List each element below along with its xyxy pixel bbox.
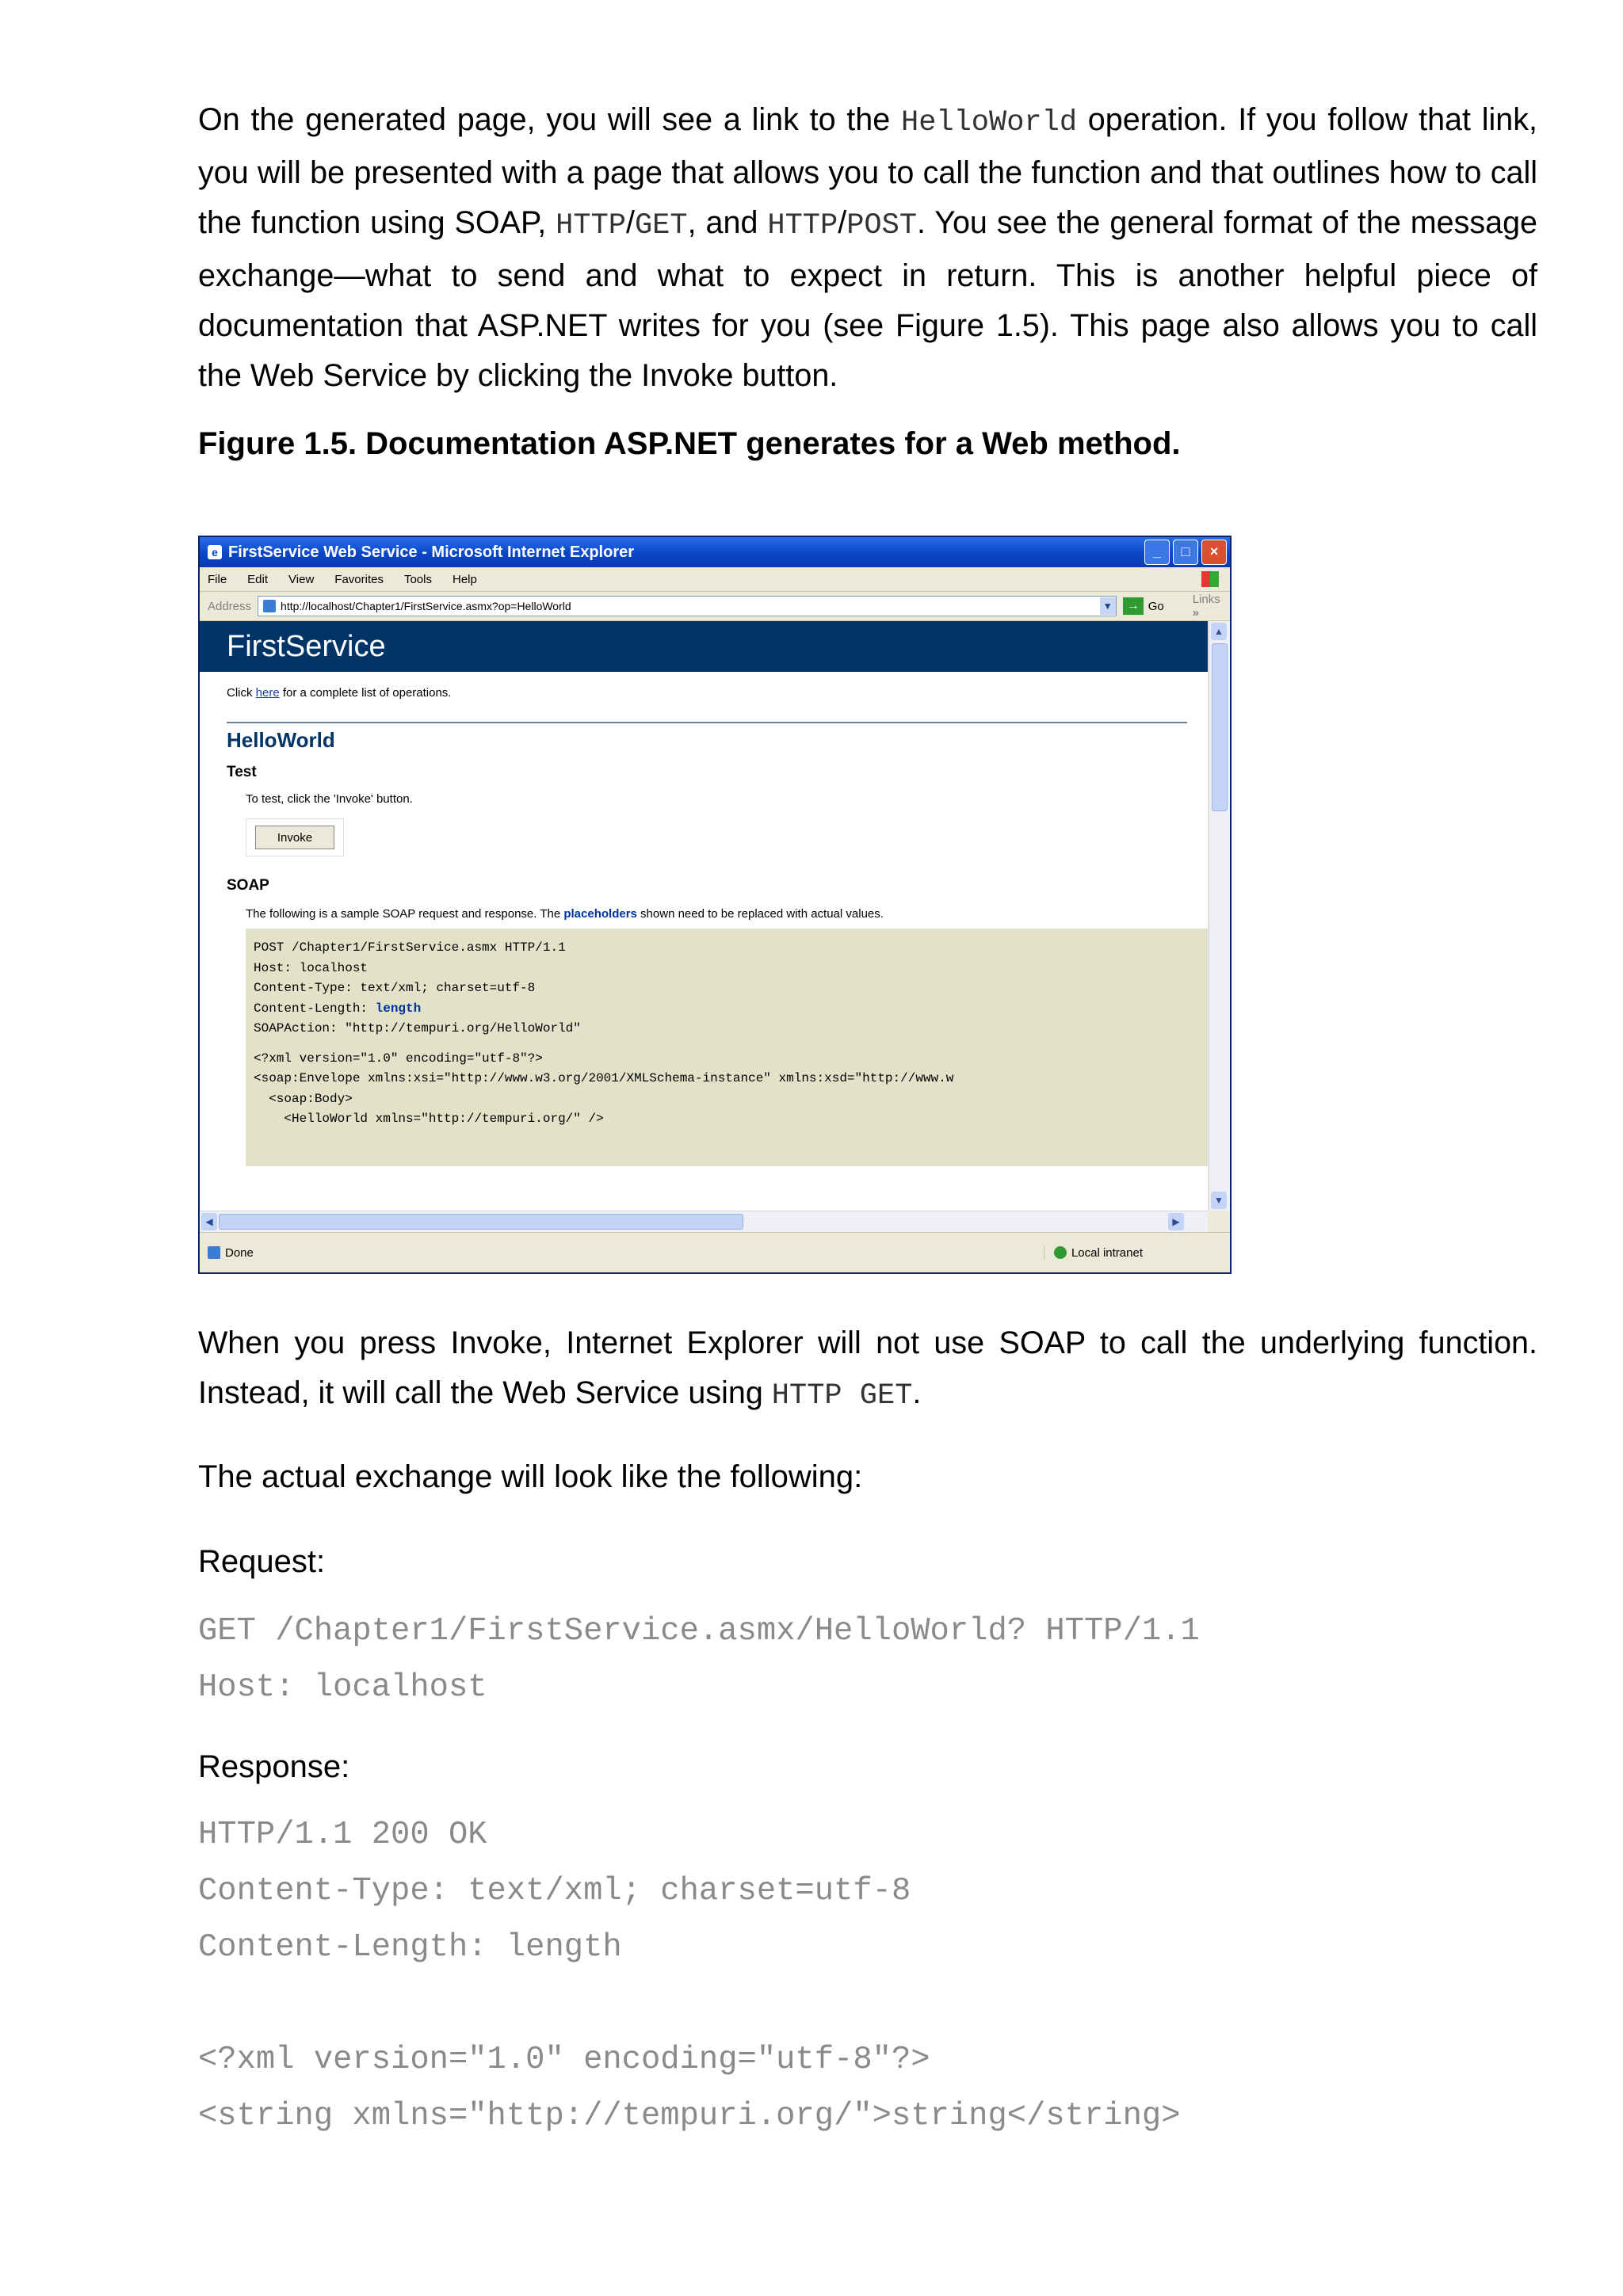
ie-app-icon: e [208, 545, 222, 559]
intro-slash-2: / [838, 205, 847, 240]
service-body [200, 686, 1208, 1166]
soap-desc-suffix: shown need to be replaced with actual values. [636, 907, 884, 921]
horizontal-scrollbar[interactable] [200, 1211, 1208, 1232]
click-suffix: for a complete list of operations. [279, 686, 452, 700]
menu-tools[interactable]: Tools [403, 572, 432, 586]
page-icon [263, 600, 276, 612]
menu-view[interactable]: View [288, 572, 315, 586]
go-button[interactable] [1123, 597, 1164, 615]
intro-code-post: POST [846, 209, 918, 242]
soap-heading: SOAP [227, 877, 269, 894]
test-instructions: To test, click the 'Invoke' button. [246, 792, 413, 806]
horizontal-scroll-thumb[interactable] [219, 1214, 743, 1230]
status-zone [1044, 1246, 1143, 1260]
operation-heading: HelloWorld [227, 728, 335, 752]
browser-title: FirstService Web Service - Microsoft Internet Explorer [228, 543, 635, 561]
dropdown-arrow-icon[interactable]: ▼ [1100, 597, 1116, 615]
code-length-prefix: Content-Length: [254, 1001, 376, 1016]
links-more-icon: » [1192, 606, 1200, 620]
code-line: <?xml version="1.0" encoding="utf-8"?> [254, 1051, 543, 1066]
intro-text-3: , and [687, 205, 768, 240]
go-label: Go [1148, 599, 1164, 613]
vertical-scrollbar[interactable] [1209, 621, 1230, 1211]
exchange-intro: The actual exchange will look like the following: [198, 1459, 863, 1494]
soap-description [227, 907, 1192, 921]
browser-title-bar [200, 537, 1230, 567]
invoke-paragraph-end: . [912, 1375, 922, 1410]
links-label: Links [1192, 593, 1220, 606]
address-field[interactable] [258, 596, 1117, 616]
minimize-icon[interactable]: _ [1144, 540, 1170, 565]
code-line: <soap:Body> [254, 1091, 353, 1106]
vertical-scroll-thumb[interactable] [1212, 643, 1228, 811]
code-length-placeholder: length [375, 1001, 422, 1016]
intro-paragraph [198, 95, 1537, 401]
address-url: http://localhost/Chapter1/FirstService.asmx?op=HelloWorld [281, 600, 571, 612]
request-label: Request: [198, 1544, 326, 1579]
intro-code-http-1: HTTP [556, 209, 626, 242]
invoke-paragraph-text: When you press Invoke, Internet Explorer will not use SOAP to call the underlying function. Instead, it will call the Web Service using [198, 1325, 1537, 1410]
service-title: FirstService [200, 621, 1208, 672]
code-line: <HelloWorld xmlns="http://tempuri.org/" /> [254, 1112, 604, 1126]
scroll-right-icon[interactable]: ▶ [1168, 1213, 1184, 1230]
intro-text-4: . You see the general format of the message exchange—what to send and what to expect in return. This is another helpful piece of documentation that ASP.NET writes for you (see Figure 1.5). This page also allows you to call the Web Service by clicking the Invoke button. [198, 205, 1538, 393]
document-page [198, 95, 1537, 462]
code-line: <soap:Envelope xmlns:xsi="http://www.w3.org/2001/XMLSchema-instance" xmlns:xsd="http://www.w [254, 1071, 954, 1085]
soap-sample-code [246, 929, 1208, 1166]
browser-menu-bar [200, 567, 1230, 592]
browser-content [200, 621, 1208, 1231]
status-done [200, 1246, 254, 1260]
go-arrow-icon: → [1123, 597, 1144, 615]
links-button[interactable] [1193, 593, 1230, 620]
intro-text-1: On the generated page, you will see a link to the [198, 102, 901, 137]
figure-caption: Figure 1.5. Documentation ASP.NET generates for a Web method. [198, 426, 1181, 461]
address-bar [200, 592, 1230, 621]
invoke-button[interactable]: Invoke [255, 826, 334, 849]
intro-code-helloworld: HelloWorld [900, 106, 1078, 139]
intro-code-http-2: HTTP [767, 209, 838, 242]
scroll-down-icon[interactable]: ▼ [1211, 1192, 1227, 1209]
invoke-paragraph [198, 1318, 1537, 1421]
menu-help[interactable]: Help [453, 572, 477, 586]
operations-list-link[interactable]: here [255, 686, 280, 700]
request-code: GET /Chapter1/FirstService.asmx/HelloWorld? HTTP/1.1 Host: localhost [198, 1613, 1200, 1706]
intranet-zone-icon [1054, 1246, 1067, 1259]
scroll-left-icon[interactable]: ◀ [201, 1213, 217, 1230]
test-heading: Test [227, 764, 257, 780]
menu-edit[interactable]: Edit [247, 572, 269, 586]
intro-slash-1: / [625, 205, 635, 240]
maximize-icon[interactable]: □ [1173, 540, 1198, 565]
status-zone-text: Local intranet [1071, 1245, 1143, 1260]
close-icon[interactable]: × [1201, 540, 1227, 565]
status-done-text: Done [225, 1245, 254, 1260]
windows-flag-icon [1201, 571, 1219, 587]
section-divider [227, 722, 1187, 723]
menu-favorites[interactable]: Favorites [334, 572, 384, 586]
menu-file[interactable]: File [208, 572, 227, 586]
browser-window-figure [198, 536, 1232, 1274]
scroll-up-icon[interactable]: ▲ [1211, 623, 1227, 640]
operations-link-line [227, 686, 1192, 700]
after-section [198, 1318, 1537, 2145]
code-line: POST /Chapter1/FirstService.asmx HTTP/1.1 [254, 940, 566, 955]
address-label: Address [208, 599, 252, 613]
code-line: Host: localhost [254, 960, 369, 975]
click-prefix: Click [227, 686, 256, 700]
intro-text-2: operation. If you follow that link, you will be presented with a page that allows you to call the function and that outlines how to call the function using SOAP, [198, 102, 1537, 240]
response-label: Response: [198, 1749, 350, 1784]
soap-desc-prefix: The following is a sample SOAP request and response. The [246, 907, 564, 921]
response-code: HTTP/1.1 200 OK Content-Type: text/xml; charset=utf-8 Content-Length: length <?xml version="1.0" encoding="utf-8"?> <string xmlns="http://tempuri.org/">string</string> [198, 1817, 1181, 2134]
intro-code-get: GET [634, 209, 688, 242]
invoke-form [246, 818, 344, 856]
invoke-paragraph-code: HTTP GET [771, 1379, 913, 1413]
code-line: SOAPAction: "http://tempuri.org/HelloWorld" [254, 1021, 581, 1035]
code-line-length [254, 999, 1208, 1020]
page-done-icon [208, 1246, 220, 1259]
soap-desc-placeholders: placeholders [563, 907, 637, 921]
code-line: Content-Type: text/xml; charset=utf-8 [254, 981, 536, 995]
status-bar [200, 1232, 1230, 1272]
